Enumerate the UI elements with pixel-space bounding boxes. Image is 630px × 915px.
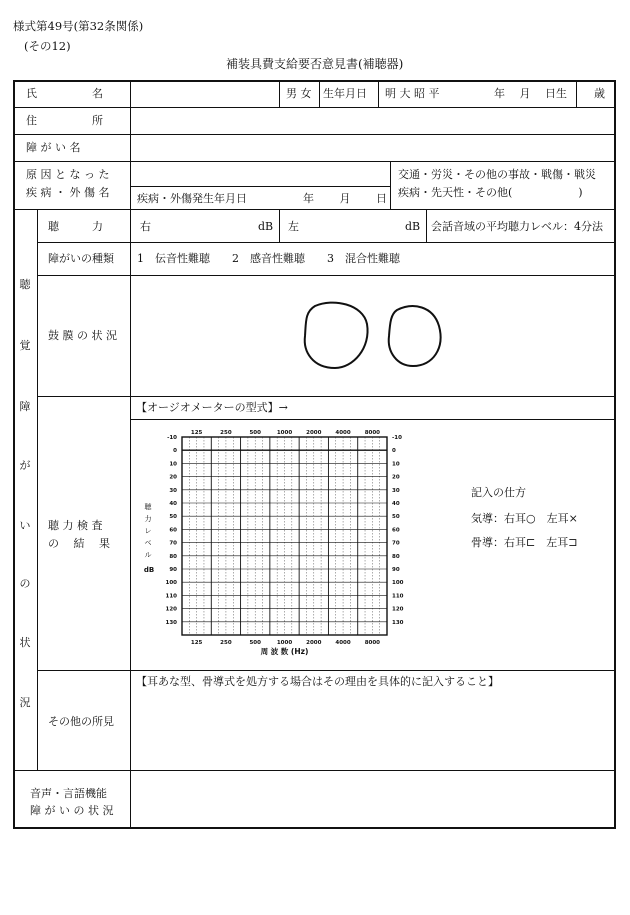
level-tick-right: 80: [392, 553, 400, 560]
level-tick-left: 0: [173, 448, 177, 455]
row-divider: [13, 134, 616, 135]
level-tick-right: 0: [392, 448, 396, 455]
freq-tick-bottom: 250: [220, 640, 232, 646]
row-divider: [37, 396, 616, 397]
eardrum-label: 鼓 膜 の 状 況: [48, 329, 117, 342]
cause-options-line2[interactable]: 疾病・先天性・その他( ): [398, 186, 583, 199]
form-sub-number: (その12): [24, 39, 71, 53]
col-divider: [130, 80, 131, 829]
acuity-label: 聴 力: [48, 220, 103, 233]
cause-label-line2: 疾 病 ・ 外 傷 名: [26, 186, 110, 199]
audiogram-chart: [140, 425, 430, 670]
level-tick-right: 120: [392, 606, 404, 613]
freq-tick-bottom: 1000: [276, 640, 293, 646]
row-divider: [13, 161, 616, 162]
freq-tick-bottom: 4000: [335, 640, 351, 646]
level-tick-right: 10: [392, 461, 400, 468]
legend-title: 記入の仕方: [471, 486, 526, 499]
other-findings-note: 【耳あな型、骨導式を処方する場合はその理由を具体的に記入すること】: [136, 675, 499, 688]
level-tick-right: 70: [392, 540, 400, 547]
right-ear-unit: dB: [258, 220, 274, 233]
col-divider: [279, 209, 280, 242]
level-tick-left: 130: [165, 619, 177, 626]
ylabel-char: ベ: [144, 539, 152, 547]
level-tick-left: 70: [169, 540, 177, 547]
ylabel-char: 力: [144, 515, 152, 523]
freq-tick-bottom: 8000: [364, 640, 381, 646]
era-options[interactable]: 明 大 昭 平: [385, 87, 440, 100]
freq-tick-top: 125: [190, 430, 203, 436]
age-unit: 歳: [594, 87, 605, 100]
row-divider: [13, 770, 616, 771]
section-char: の: [19, 577, 31, 590]
level-tick-left: 80: [169, 553, 177, 560]
col-divider: [378, 80, 379, 107]
row-divider: [130, 186, 390, 187]
freq-tick-top: 2000: [306, 430, 322, 436]
audiometer-model-label: 【オージオメーターの型式】→: [136, 401, 288, 414]
level-tick-right: 100: [392, 580, 404, 587]
col-divider: [319, 80, 320, 107]
freq-tick-top: 4000: [335, 430, 351, 436]
level-tick-left: 50: [169, 514, 177, 521]
page-title: 補装具費支給要否意見書(補聴器): [226, 57, 404, 71]
onset-date-fields: 年 月 日: [303, 192, 387, 205]
col-divider: [576, 80, 577, 107]
disability-name-label: 障 が い 名: [26, 141, 81, 154]
row-divider: [130, 419, 616, 420]
col-divider: [279, 80, 280, 107]
ylabel-char: ル: [144, 551, 152, 559]
left-eardrum-outline: [389, 306, 441, 366]
address-label: 住 所: [26, 114, 103, 127]
birthdate-fields: 年 月 日生: [494, 87, 567, 100]
col-divider: [37, 209, 38, 770]
level-tick-left: 90: [169, 567, 177, 573]
ylabel-char: レ: [144, 527, 152, 535]
onset-date-label: 疾病・外傷発生年月日: [137, 192, 247, 205]
freq-tick-bottom: 125: [190, 640, 203, 646]
row-divider: [13, 209, 616, 210]
freq-tick-top: 8000: [364, 430, 381, 436]
section-char: 障: [19, 400, 31, 413]
section-char: 聴: [19, 278, 31, 291]
level-tick-right: -10: [392, 435, 402, 441]
row-divider: [37, 670, 616, 671]
birthdate-label: 生年月日: [323, 87, 367, 100]
level-tick-right: 50: [392, 514, 400, 521]
average-level-label: 会話音域の平均聴力レベル：4分法: [431, 220, 603, 233]
legend-air-conduction: 気導：右耳○ 左耳×: [471, 512, 578, 525]
freq-tick-bottom: 2000: [306, 640, 322, 646]
level-tick-right: 90: [392, 567, 400, 573]
level-tick-left: 120: [165, 606, 177, 613]
freq-tick-top: 250: [220, 430, 232, 436]
right-ear-label: 右: [140, 220, 151, 233]
legend-bone-conduction: 骨導：右耳⊏ 左耳⊐: [471, 536, 578, 549]
freq-tick-top: 500: [249, 430, 261, 436]
speech-function-label-line2: 障 が い の 状 況: [30, 804, 114, 817]
level-tick-left: 60: [169, 527, 177, 534]
cause-options-line1[interactable]: 交通・労災・その他の事故・戦傷・戦災: [398, 168, 596, 181]
sex-options[interactable]: 男 女: [286, 87, 312, 100]
level-tick-right: 20: [392, 474, 400, 481]
level-tick-left: 10: [169, 461, 177, 468]
ylabel-char: 聴: [144, 503, 152, 511]
right-eardrum-outline: [305, 303, 368, 368]
section-char: が: [19, 459, 31, 472]
level-tick-left: -10: [167, 435, 177, 441]
level-tick-right: 30: [392, 487, 400, 494]
left-ear-label: 左: [288, 220, 299, 233]
hearing-loss-type-label: 障がいの種類: [48, 252, 114, 265]
row-divider: [37, 242, 616, 243]
level-tick-left: 110: [165, 593, 177, 600]
section-char: 覚: [19, 339, 31, 352]
level-tick-right: 60: [392, 527, 400, 534]
cause-label-line1: 原 因 と な っ た: [26, 168, 110, 181]
freq-tick-top: 1000: [276, 430, 293, 436]
row-divider: [37, 275, 616, 276]
level-tick-left: 100: [165, 580, 177, 587]
level-tick-left: 30: [169, 487, 177, 494]
section-char: 況: [19, 696, 31, 709]
col-divider: [426, 209, 427, 242]
hearing-loss-type-options[interactable]: 1 伝音性難聴 2 感音性難聴 3 混合性難聴: [137, 252, 400, 265]
hearing-test-label-line1: 聴 力 検 査: [48, 519, 103, 532]
level-tick-left: 40: [169, 501, 177, 507]
section-char: い: [19, 519, 31, 532]
level-tick-left: 20: [169, 474, 177, 481]
row-divider: [13, 107, 616, 108]
col-divider: [390, 161, 391, 209]
level-tick-right: 40: [392, 501, 400, 507]
section-char: 状: [19, 636, 31, 649]
level-tick-right: 110: [392, 593, 404, 600]
name-label: 氏 名: [26, 87, 103, 100]
form-number: 様式第49号(第32条関係): [13, 19, 144, 33]
other-findings-label: その他の所見: [48, 715, 114, 728]
speech-function-label-line1: 音声・言語機能: [30, 787, 107, 800]
xlabel: 周 波 数 (Hz): [260, 647, 309, 656]
hearing-test-label-line2: の 結 果: [48, 537, 110, 550]
freq-tick-bottom: 500: [249, 640, 261, 646]
level-tick-right: 130: [392, 619, 404, 626]
ylabel-unit: dB: [143, 566, 155, 574]
eardrum-diagram: [295, 300, 455, 375]
left-ear-unit: dB: [405, 220, 421, 233]
